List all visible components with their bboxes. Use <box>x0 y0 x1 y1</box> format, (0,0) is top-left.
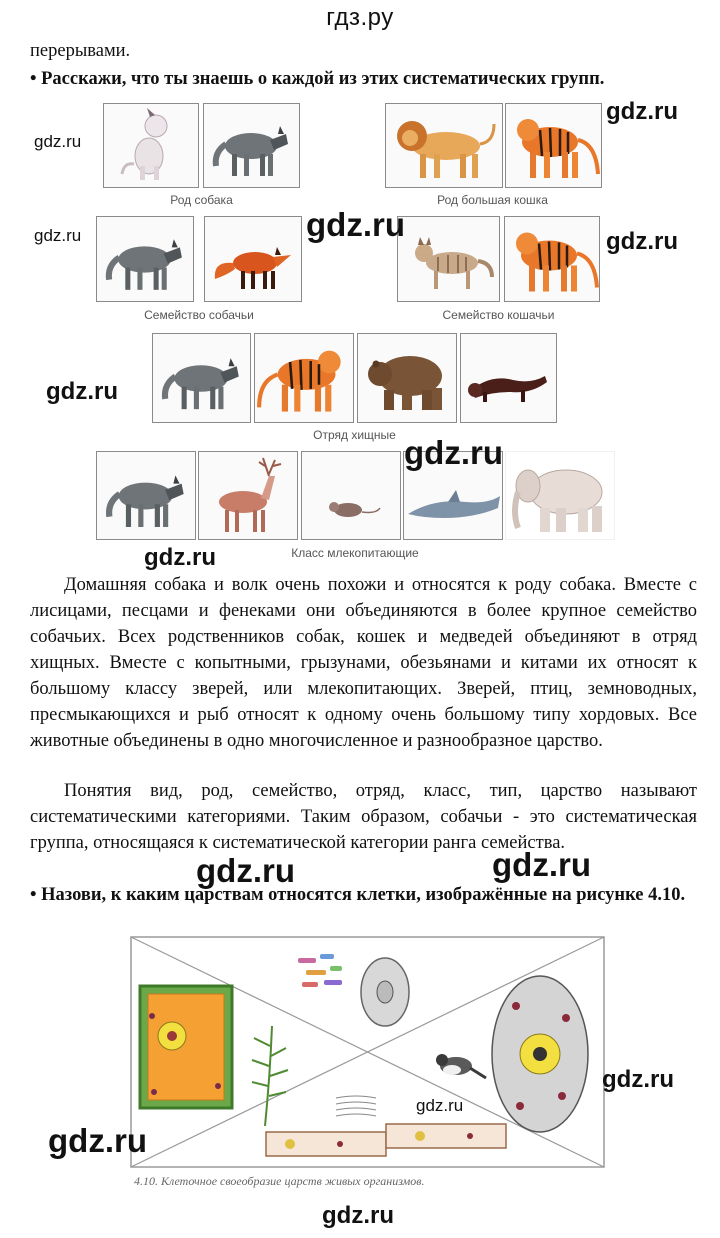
watermark: gdz.ru <box>404 434 503 471</box>
watermark: gdz.ru <box>606 228 678 255</box>
paragraph-1: Домашняя собака и волк очень похожи и относятся к роду собака. Вместе с лисицами, песцами и фенеками они объединяются в более крупное семейство собачьих. Всех родственников собак, кошек и медведей объединяют в отряд хищных. Вместе с копытными, грызунами, обезьянами и китами их относят к большому классу зверей, или млекопитающих. Зверей, птиц, земноводных, пресмыкающихся и рыб относят к одному очень большому типу хордовых. Все животные объединены в одно многочисленное и разнообразное царство. <box>30 575 697 751</box>
wolf-tile-3 <box>152 333 251 423</box>
fungal-cell-icon <box>361 958 409 1026</box>
footer-watermark: gdz.ru <box>322 1202 394 1229</box>
ferret-icon <box>461 334 555 421</box>
caption-feline-family: Семейство кошачьи <box>442 308 555 322</box>
bear-icon <box>358 334 455 421</box>
wolf-tile-4 <box>96 451 196 540</box>
caption-dog-genus: Род собака <box>170 193 233 207</box>
watermark: gdz.ru <box>606 98 678 125</box>
watermark: gdz.ru <box>144 544 216 571</box>
reindeer-icon <box>199 452 296 538</box>
wolf-icon <box>204 104 298 186</box>
plant-cell-icon <box>140 986 232 1108</box>
wolf-icon <box>97 452 194 538</box>
watermark: gdz.ru <box>306 206 405 243</box>
watermark: gdz.ru <box>48 1122 147 1159</box>
caption-big-cat-genus: Род большая кошка <box>437 193 548 207</box>
lion-icon <box>386 104 501 186</box>
tiger-icon <box>506 104 600 186</box>
watermark: gdz.ru <box>602 1066 674 1093</box>
watermark: gdz.ru <box>34 132 82 151</box>
watermark: gdz.ru <box>196 852 295 889</box>
wolf-icon <box>97 217 192 300</box>
watermark: gdz.ru <box>34 226 82 245</box>
mouse-icon <box>302 452 399 538</box>
fox-tile <box>204 216 302 302</box>
caption-carnivora: Отряд хищные <box>313 428 396 442</box>
figure-4-10 <box>130 936 605 1168</box>
tiger-icon <box>505 217 599 300</box>
elephant-tile <box>505 451 615 540</box>
bear-tile <box>357 333 457 423</box>
wildcat-icon <box>398 217 498 300</box>
reindeer-tile <box>198 451 298 540</box>
dog-icon <box>104 104 197 186</box>
caption-canine-family: Семейство собачьи <box>144 308 254 322</box>
fox-icon <box>205 217 300 300</box>
dog-tile <box>103 103 199 188</box>
mouse-tile <box>301 451 401 540</box>
intro-fragment: перерывами. <box>30 41 131 61</box>
figure-caption: 4.10. Клеточное своеобразие царств живых организмов. <box>134 1174 425 1188</box>
question-1: • Расскажи, что ты знаешь о каждой из этих систематических групп. <box>30 69 605 89</box>
watermark: gdz.ru <box>492 846 591 883</box>
watermark: gdz.ru <box>416 1096 464 1115</box>
tiger-tile-2 <box>504 216 600 302</box>
wildcat-tile <box>397 216 500 302</box>
wolf-tile-2 <box>96 216 194 302</box>
elephant-icon <box>506 452 613 538</box>
question-2: • Назови, к каким царствам относятся клетки, изображённые на рисунке 4.10. <box>30 885 686 905</box>
tiger-icon <box>255 334 352 421</box>
paragraph-2: Понятия вид, род, семейство, отряд, класс, тип, царство называют систематическими категориями. Таким образом, собачьи - это систематическая группа, относящаяся к систематической категории ранга семейства. <box>30 781 697 853</box>
tiger-tile-3 <box>254 333 354 423</box>
watermark: gdz.ru <box>46 378 118 405</box>
site-header[interactable]: гдз.ру <box>326 4 394 31</box>
tiger-tile-1 <box>505 103 602 188</box>
lion-tile <box>385 103 503 188</box>
animal-cell-icon <box>492 976 588 1132</box>
caption-mammals: Класс млекопитающие <box>291 546 419 560</box>
wolf-tile-1 <box>203 103 300 188</box>
wolf-icon <box>153 334 249 421</box>
ferret-tile <box>460 333 557 423</box>
